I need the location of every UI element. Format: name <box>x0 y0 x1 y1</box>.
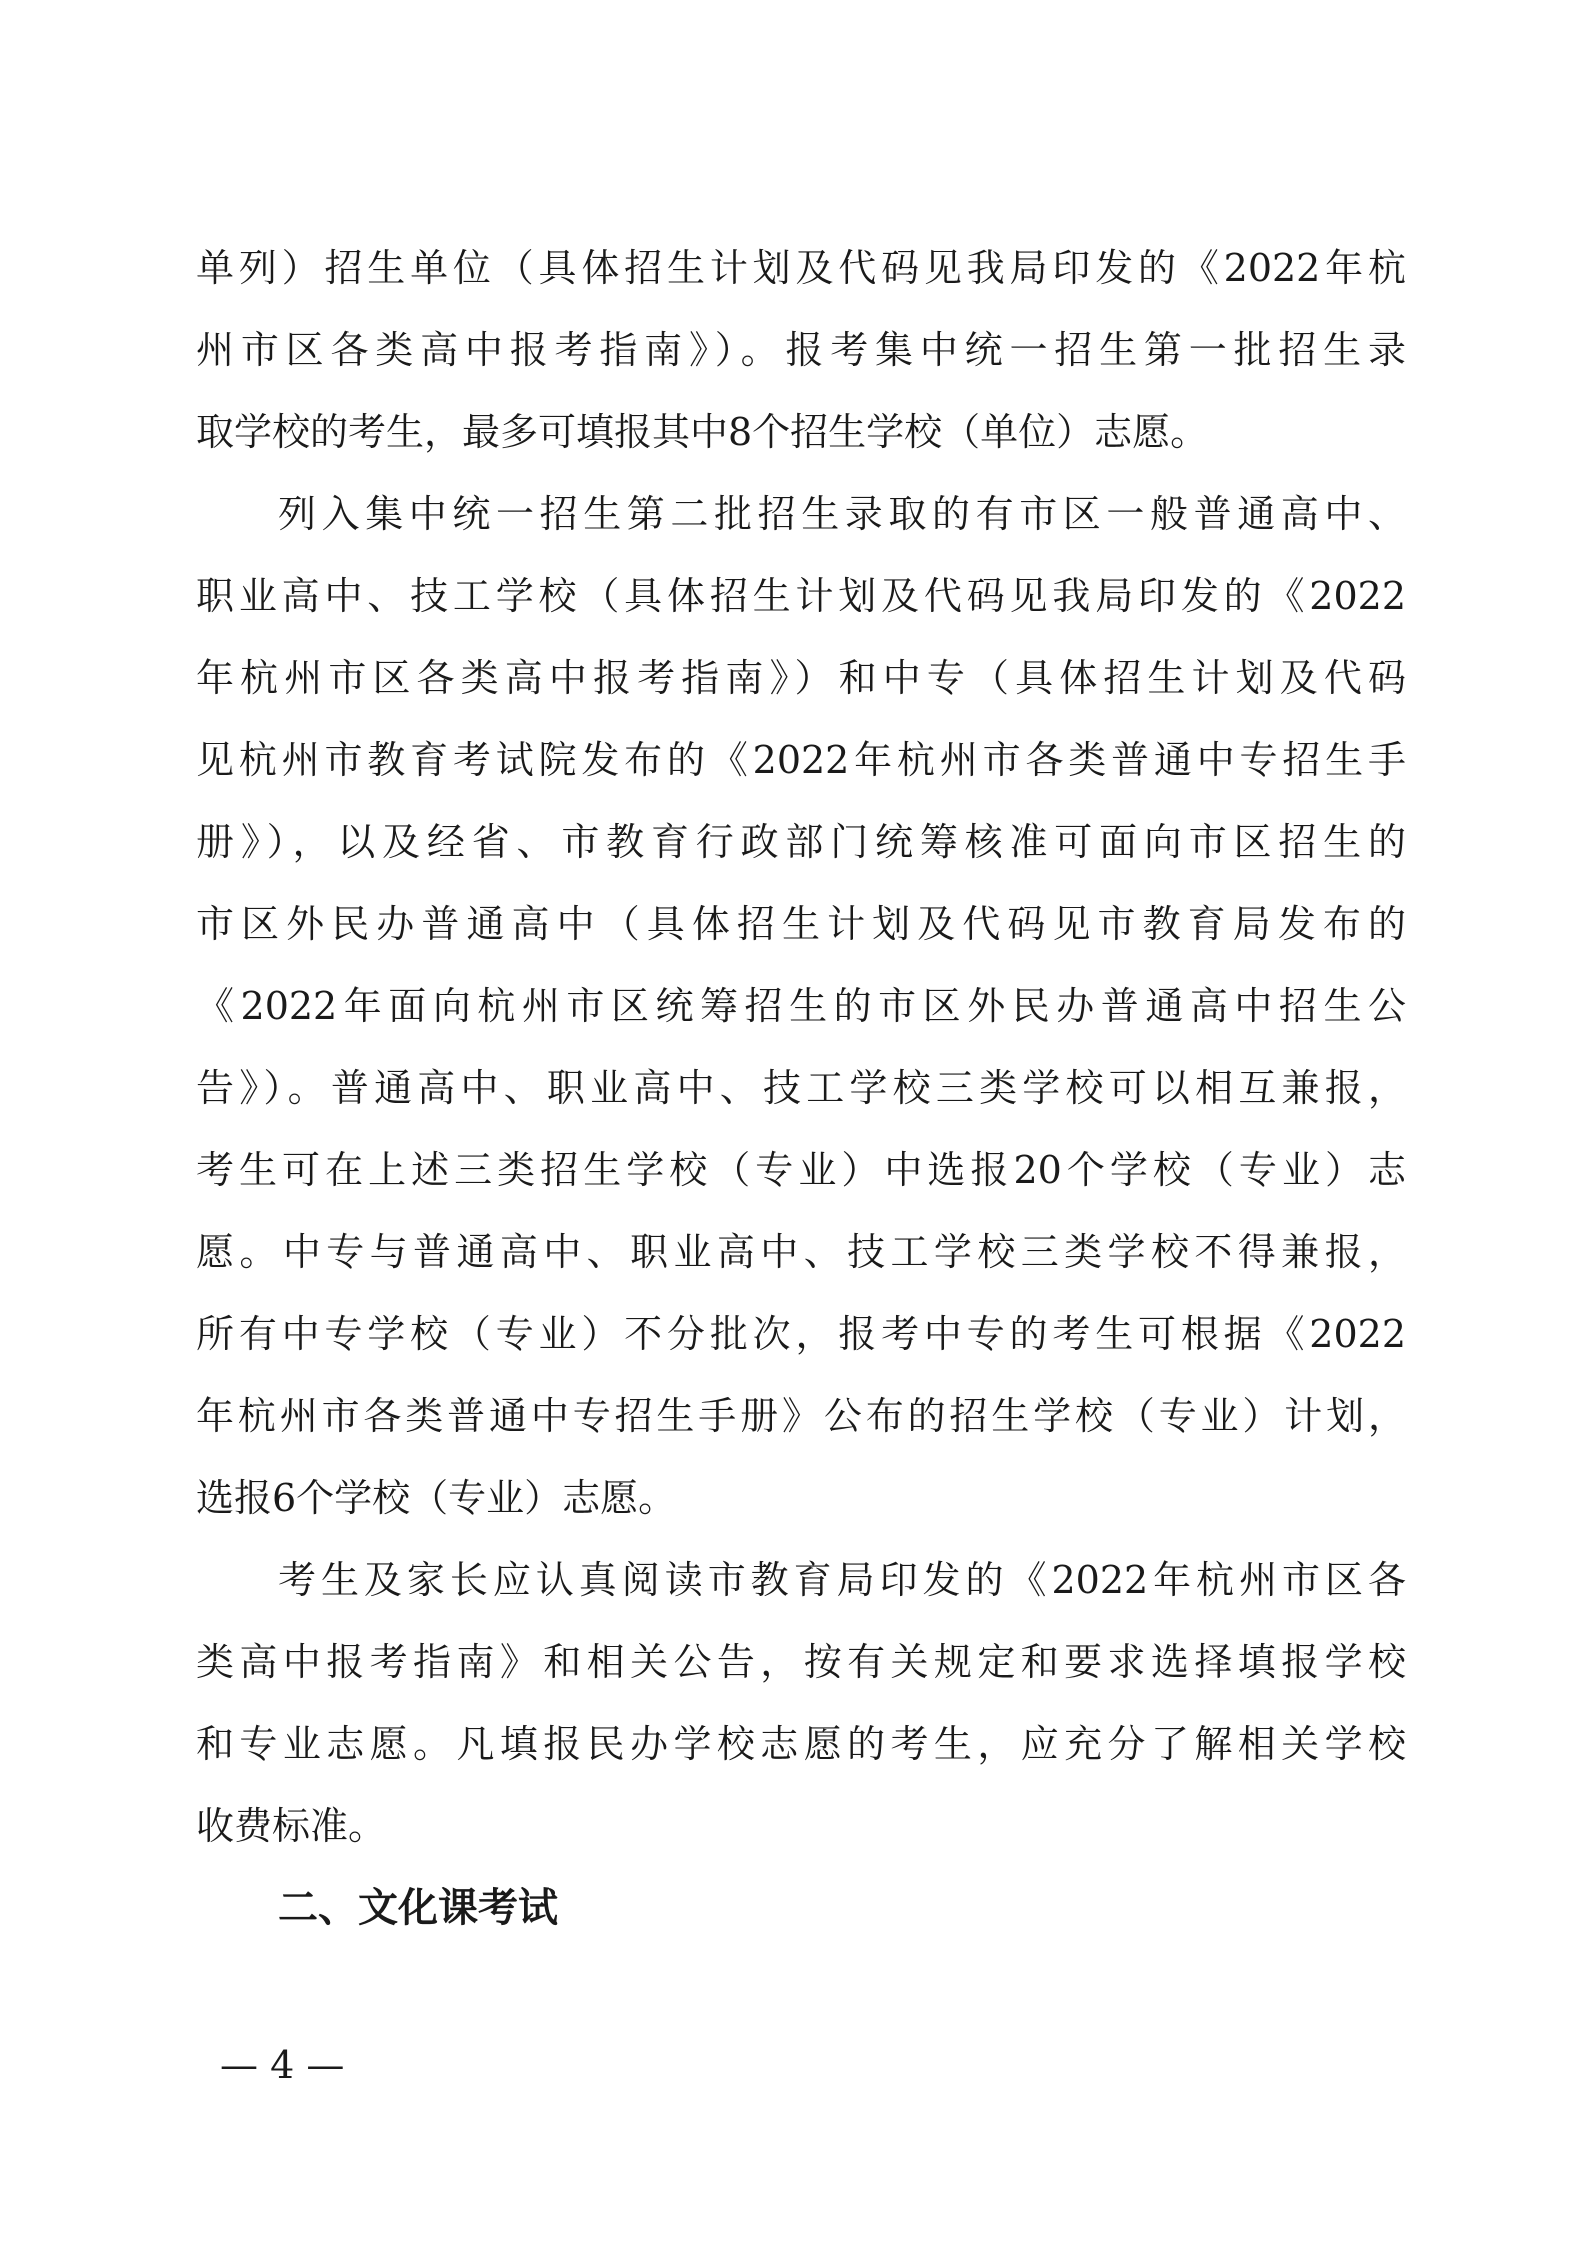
paragraph-2-line-10: 愿。中专与普通高中、职业高中、技工学校三类学校不得兼报， <box>196 1230 1406 1274</box>
paragraph-1-line-1: 单列）招生单位（具体招生计划及代码见我局印发的《2022年杭 <box>196 246 1406 290</box>
paragraph-2-line-7: 《2022年面向杭州市区统筹招生的市区外民办普通高中招生公 <box>196 984 1406 1028</box>
paragraph-3-line-1: 考生及家长应认真阅读市教育局印发的《2022年杭州市区各 <box>278 1558 1406 1602</box>
section-heading: 二、文化课考试 <box>278 1885 558 1931</box>
paragraph-1-line-2: 州市区各类高中报考指南》）。报考集中统一招生第一批招生录 <box>196 328 1406 372</box>
paragraph-2-line-12: 年杭州市各类普通中专招生手册》公布的招生学校（专业）计划， <box>196 1394 1406 1438</box>
page-number: — 4 — <box>220 2043 345 2087</box>
paragraph-2-line-3: 年杭州市区各类高中报考指南》）和中专（具体招生计划及代码 <box>196 656 1406 700</box>
paragraph-1-line-3: 取学校的考生，最多可填报其中8个招生学校（单位）志愿。 <box>196 410 1209 454</box>
paragraph-2-line-11: 所有中专学校（专业）不分批次，报考中专的考生可根据《2022 <box>196 1312 1406 1356</box>
paragraph-2-line-9: 考生可在上述三类招生学校（专业）中选报20个学校（专业）志 <box>196 1148 1406 1192</box>
paragraph-3-line-3: 和专业志愿。凡填报民办学校志愿的考生，应充分了解相关学校 <box>196 1722 1406 1766</box>
paragraph-2-line-5: 册》），以及经省、市教育行政部门统筹核准可面向市区招生的 <box>196 820 1406 864</box>
paragraph-3-line-4: 收费标准。 <box>196 1804 387 1848</box>
paragraph-2-line-2: 职业高中、技工学校（具体招生计划及代码见我局印发的《2022 <box>196 574 1406 618</box>
paragraph-2-line-8: 告》）。普通高中、职业高中、技工学校三类学校可以相互兼报， <box>196 1066 1406 1110</box>
paragraph-3-line-2: 类高中报考指南》和相关公告，按有关规定和要求选择填报学校 <box>196 1640 1406 1684</box>
paragraph-2-line-6: 市区外民办普通高中（具体招生计划及代码见市教育局发布的 <box>196 902 1406 946</box>
paragraph-2-line-13: 选报6个学校（专业）志愿。 <box>196 1476 677 1520</box>
paragraph-2-line-1: 列入集中统一招生第二批招生录取的有市区一般普通高中、 <box>278 492 1406 536</box>
paragraph-2-line-4: 见杭州市教育考试院发布的《2022年杭州市各类普通中专招生手 <box>196 738 1406 782</box>
